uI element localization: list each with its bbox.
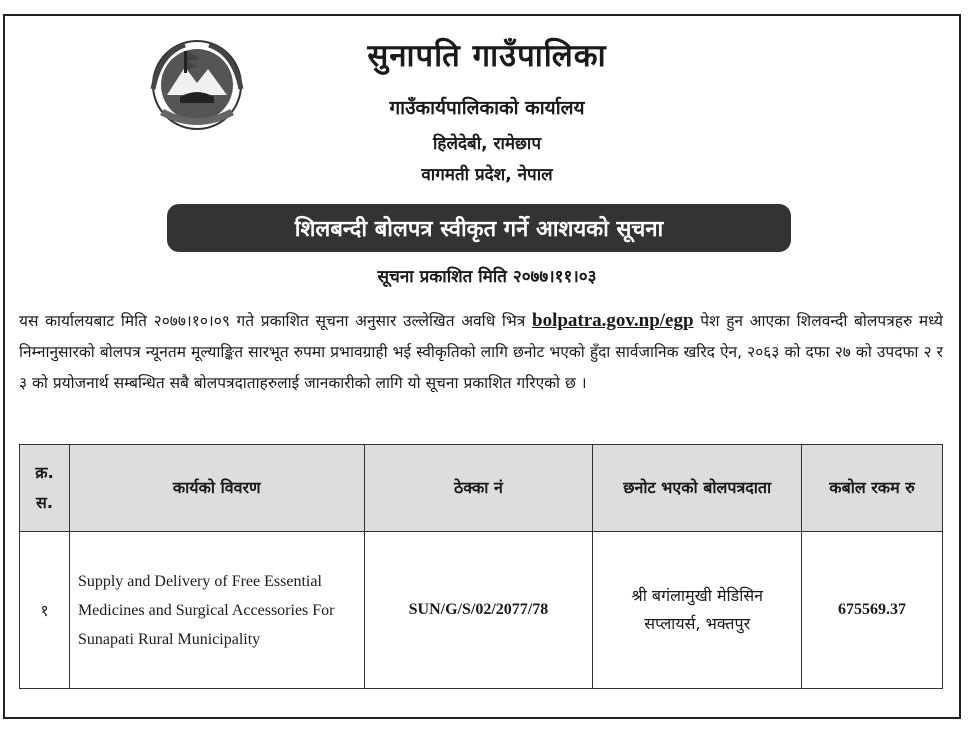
notice-body-part1: यस कार्यालयबाट मिति २०७७।१०।०९ गते प्रकाशित सूचना अनुसार उल्लेखित अवधि भित्र <box>19 312 532 330</box>
header-serial-number: क्र. स. <box>20 445 70 532</box>
header-work-description: कार्यको विवरण <box>69 445 364 532</box>
row-bid-amount: 675569.37 <box>802 532 943 689</box>
row-contract-number: SUN/G/S/02/2077/78 <box>364 532 593 689</box>
province-country: वागमती प्रदेश, नेपाल <box>421 165 553 185</box>
row-serial-number: १ <box>20 532 70 689</box>
header-selected-bidder: छनोट भएको बोलपत्रदाता <box>593 445 802 532</box>
nepal-government-emblem-icon <box>140 33 254 133</box>
row-work-description: Supply and Delivery of Free Essential Medicines and Surgical Accessories For Sunapati Rural Municipality <box>69 532 364 689</box>
table-row <box>20 532 943 689</box>
notice-body-part2: पेश हुन आएका शिलवन्दी बोलपत्रहरु मध्ये निम्नानुसारको बोलपत्र न्यूनतम मूल्याङ्कित सारभूत रुपमा प्रभावग्राही भई स्वीकृतिको लागि छनोट भएको हुँदा सार्वजानिक खरिद ऐन, २०६३ को दफा २७ को उपदफा २ र ३ को प्रयोजनार्थ सम्बन्धित सबै बोलपत्रदाताहरुलाई जानकारीको लागि यो सूचना प्रकाशित गरिएको छ । <box>19 312 943 392</box>
header-bid-amount: कबोल रकम रु <box>802 445 943 532</box>
notice-title: शिलबन्दी बोलपत्र स्वीकृत गर्ने आशयको सूचना <box>294 217 664 242</box>
published-date: सूचना प्रकाशित मिति २०७७।११।०३ <box>377 267 597 287</box>
notice-body <box>19 305 943 399</box>
office-name: गाउँकार्यपालिकाको कार्यालय <box>389 97 585 119</box>
notice-title-banner <box>167 204 791 252</box>
row-selected-bidder: श्री बगंलामुखी मेडिसिन सप्लायर्स, भक्तपुर <box>593 532 802 689</box>
office-location: हिलेदेबी, रामेछाप <box>433 134 541 154</box>
table-header-row <box>20 445 943 532</box>
egp-portal-link[interactable]: bolpatra.gov.np/egp <box>532 310 694 331</box>
municipality-name: सुनापति गाउँपालिका <box>367 38 607 74</box>
header-contract-number: ठेक्का नं <box>364 445 593 532</box>
bid-selection-table <box>19 444 943 689</box>
